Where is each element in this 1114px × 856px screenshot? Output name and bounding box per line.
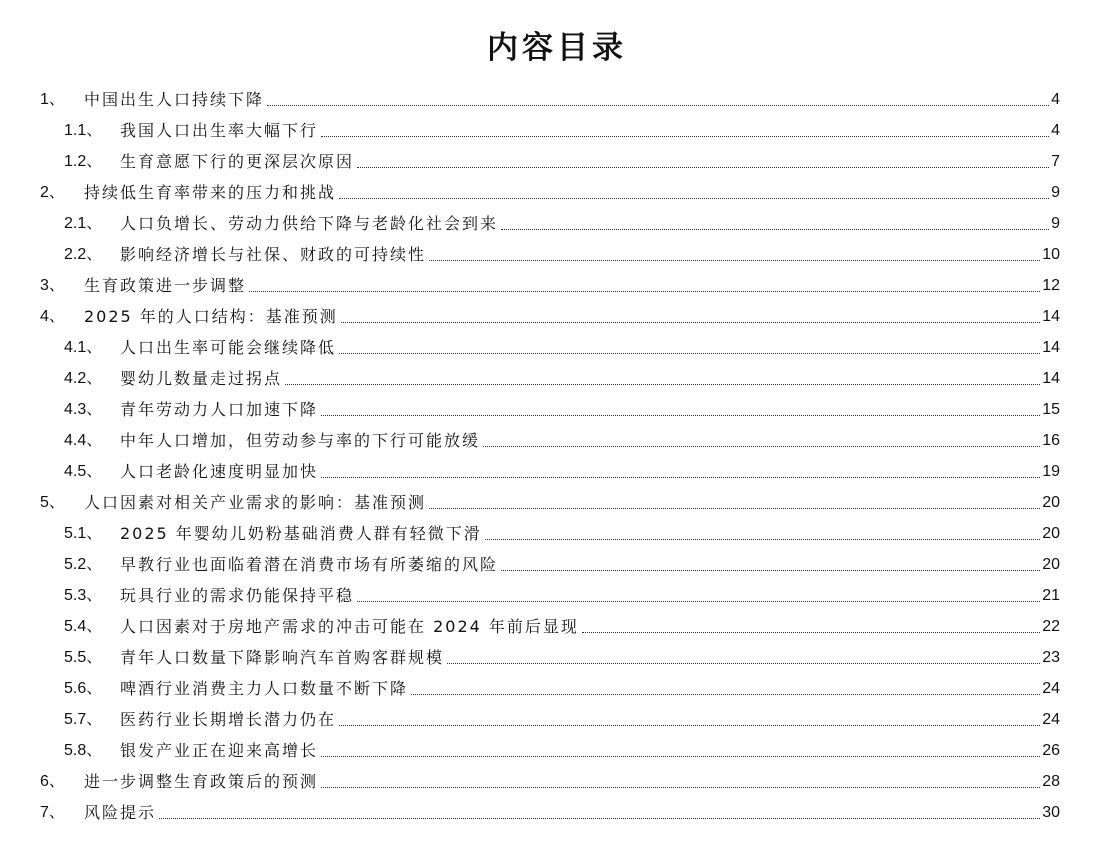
toc-entry[interactable] <box>40 734 1060 765</box>
toc-entry-number: 2.2、 <box>64 246 103 263</box>
toc-entry-number: 5.3、 <box>64 587 103 604</box>
toc-entry-title: 人口因素对相关产业需求的影响：基准预测 <box>84 493 427 512</box>
toc-entry-title: 早教行业也面临着潜在消费市场有所萎缩的风险 <box>120 555 499 574</box>
toc-entry-page-number: 4 <box>1051 122 1060 139</box>
toc-entry-page-number: 28 <box>1042 773 1060 790</box>
toc-dot-leader <box>429 507 1040 509</box>
toc-entry-title: 风险提示 <box>84 803 157 822</box>
toc-entry-title: 进一步调整生育政策后的预测 <box>84 772 319 791</box>
toc-entry-title: 人口出生率可能会继续降低 <box>120 338 337 357</box>
toc-entry[interactable] <box>40 83 1060 114</box>
toc-entry-number: 6、 <box>40 773 65 790</box>
toc-entry-number: 5.1、 <box>64 525 103 542</box>
toc-entry[interactable] <box>40 331 1060 362</box>
toc-entry[interactable] <box>40 486 1060 517</box>
toc-entry-page-number: 9 <box>1051 184 1060 201</box>
toc-entry-page-number: 20 <box>1042 525 1060 542</box>
toc-entry-number: 7、 <box>40 804 65 821</box>
toc-dot-leader <box>501 228 1049 230</box>
toc-entry-number: 4.5、 <box>64 463 103 480</box>
toc-entry[interactable] <box>40 610 1060 641</box>
toc-entry-number: 5.2、 <box>64 556 103 573</box>
toc-entry-title: 持续低生育率带来的压力和挑战 <box>84 183 337 202</box>
toc-entry-page-number: 10 <box>1042 246 1060 263</box>
toc-entry-number: 3、 <box>40 277 65 294</box>
toc-entry[interactable] <box>40 269 1060 300</box>
toc-entry-page-number: 20 <box>1042 556 1060 573</box>
toc-entry-title: 生育意愿下行的更深层次原因 <box>120 152 355 171</box>
toc-entry-title: 生育政策进一步调整 <box>84 276 247 295</box>
toc-entry-page-number: 26 <box>1042 742 1060 759</box>
toc-entry-number: 2.1、 <box>64 215 103 232</box>
toc-entry-title: 人口因素对于房地产需求的冲击可能在 2024 年前后显现 <box>120 617 579 636</box>
toc-dot-leader <box>485 538 1040 540</box>
toc-dot-leader <box>321 755 1040 757</box>
toc-entry-page-number: 12 <box>1042 277 1060 294</box>
toc-entry-title: 玩具行业的需求仍能保持平稳 <box>120 586 355 605</box>
toc-entry[interactable] <box>40 207 1060 238</box>
toc-entry-number: 5.4、 <box>64 618 103 635</box>
toc-entry-number: 5.5、 <box>64 649 103 666</box>
toc-entry[interactable] <box>40 393 1060 424</box>
toc-entry[interactable] <box>40 455 1060 486</box>
toc-entry[interactable] <box>40 362 1060 393</box>
toc-dot-leader <box>159 817 1040 819</box>
toc-dot-leader <box>267 104 1049 106</box>
toc-entry[interactable] <box>40 672 1060 703</box>
toc-entry-number: 4.1、 <box>64 339 103 356</box>
toc-entry-page-number: 23 <box>1042 649 1060 666</box>
toc-entry-number: 1.1、 <box>64 122 103 139</box>
toc-entry-page-number: 15 <box>1042 401 1060 418</box>
toc-dot-leader <box>321 476 1040 478</box>
toc-entry-title: 银发产业正在迎来高增长 <box>120 741 319 760</box>
toc-entry-title: 人口老龄化速度明显加快 <box>120 462 319 481</box>
toc-entry[interactable] <box>40 796 1060 827</box>
toc-entry-title: 中年人口增加，但劳动参与率的下行可能放缓 <box>120 431 481 450</box>
toc-entry-page-number: 20 <box>1042 494 1060 511</box>
toc-entry-page-number: 7 <box>1051 153 1060 170</box>
toc-dot-leader <box>447 662 1040 664</box>
toc-entry-page-number: 22 <box>1042 618 1060 635</box>
toc-entry[interactable] <box>40 703 1060 734</box>
toc-entry[interactable] <box>40 176 1060 207</box>
toc-entry[interactable] <box>40 300 1060 331</box>
toc-dot-leader <box>249 290 1040 292</box>
toc-dot-leader <box>357 166 1049 168</box>
toc-dot-leader <box>339 197 1049 199</box>
toc-entry-page-number: 19 <box>1042 463 1060 480</box>
toc-entry-title: 啤酒行业消费主力人口数量不断下降 <box>120 679 409 698</box>
toc-entry-page-number: 24 <box>1042 680 1060 697</box>
toc-entry-title: 中国出生人口持续下降 <box>84 90 265 109</box>
toc-dot-leader <box>321 414 1040 416</box>
toc-dot-leader <box>321 135 1049 137</box>
toc-entry[interactable] <box>40 579 1060 610</box>
toc-entry-title: 人口负增长、劳动力供给下降与老龄化社会到来 <box>120 214 499 233</box>
toc-entry-title: 婴幼儿数量走过拐点 <box>120 369 283 388</box>
toc-dot-leader <box>582 631 1040 633</box>
toc-entry-title: 2025 年婴幼儿奶粉基础消费人群有轻微下滑 <box>120 524 482 543</box>
toc-entry-page-number: 14 <box>1042 370 1060 387</box>
toc-entry-number: 5、 <box>40 494 65 511</box>
toc-entry[interactable] <box>40 765 1060 796</box>
toc-list <box>40 83 1060 827</box>
toc-entry[interactable] <box>40 424 1060 455</box>
toc-entry-title: 青年劳动力人口加速下降 <box>120 400 319 419</box>
toc-entry-page-number: 30 <box>1042 804 1060 821</box>
toc-dot-leader <box>501 569 1040 571</box>
toc-entry-number: 4.2、 <box>64 370 103 387</box>
toc-entry-number: 5.7、 <box>64 711 103 728</box>
toc-entry[interactable] <box>40 238 1060 269</box>
toc-dot-leader <box>339 724 1040 726</box>
toc-dot-leader <box>285 383 1040 385</box>
toc-entry-page-number: 14 <box>1042 308 1060 325</box>
toc-entry-title: 影响经济增长与社保、财政的可持续性 <box>120 245 427 264</box>
toc-entry-number: 2、 <box>40 184 65 201</box>
toc-entry-page-number: 9 <box>1051 215 1060 232</box>
toc-entry-number: 4.4、 <box>64 432 103 449</box>
toc-entry-page-number: 24 <box>1042 711 1060 728</box>
toc-dot-leader <box>339 352 1040 354</box>
toc-entry[interactable] <box>40 517 1060 548</box>
toc-dot-leader <box>341 321 1040 323</box>
toc-entry-page-number: 21 <box>1042 587 1060 604</box>
toc-entry-title: 医药行业长期增长潜力仍在 <box>120 710 337 729</box>
toc-entry-number: 5.8、 <box>64 742 103 759</box>
toc-dot-leader <box>411 693 1040 695</box>
toc-entry-number: 1、 <box>40 91 65 108</box>
toc-title: 内容目录 <box>487 30 627 66</box>
toc-entry[interactable] <box>40 145 1060 176</box>
toc-entry[interactable] <box>40 114 1060 145</box>
toc-entry-title: 2025 年的人口结构：基准预测 <box>84 307 338 326</box>
toc-entry-number: 5.6、 <box>64 680 103 697</box>
toc-entry[interactable] <box>40 641 1060 672</box>
toc-entry-page-number: 14 <box>1042 339 1060 356</box>
toc-entry[interactable] <box>40 548 1060 579</box>
toc-dot-leader <box>357 600 1040 602</box>
toc-entry-title: 我国人口出生率大幅下行 <box>120 121 319 140</box>
toc-dot-leader <box>483 445 1040 447</box>
toc-entry-number: 4、 <box>40 308 65 325</box>
toc-entry-title: 青年人口数量下降影响汽车首购客群规模 <box>120 648 445 667</box>
toc-dot-leader <box>321 786 1040 788</box>
toc-entry-number: 4.3、 <box>64 401 103 418</box>
toc-entry-page-number: 16 <box>1042 432 1060 449</box>
toc-dot-leader <box>429 259 1040 261</box>
toc-entry-number: 1.2、 <box>64 153 103 170</box>
toc-entry-page-number: 4 <box>1051 91 1060 108</box>
